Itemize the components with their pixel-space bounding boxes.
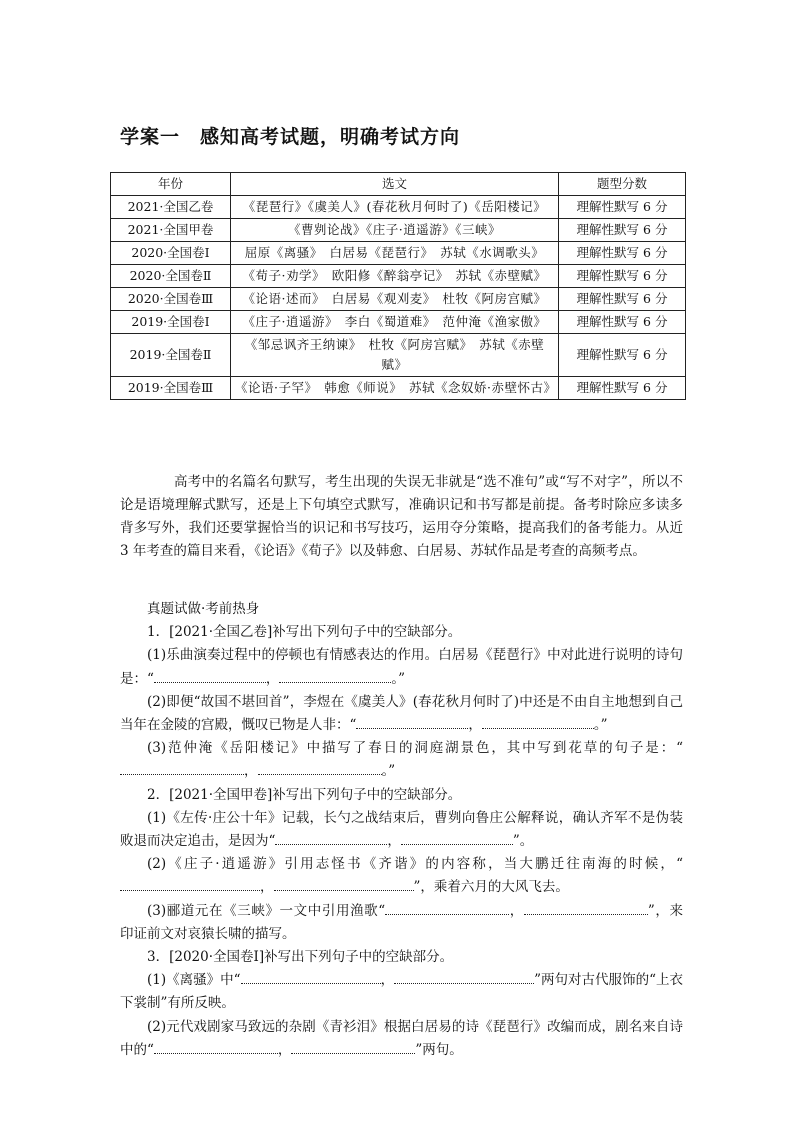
item-text: (3)范仲淹《岳阳楼记》中描写了春日的洞庭湖景色，其中写到花草的句子是：“ — [147, 740, 683, 757]
works-cell: 《荀子·劝学》 欧阳修《醉翁亭记》 苏轼《赤壁赋》 — [231, 265, 559, 288]
works-cell: 《邹忌讽齐王纳谏》 杜牧《阿房宫赋》 苏轼《赤壁赋》 — [231, 334, 559, 377]
item-text: (2)即便“故国不堪回首”，李煜在《虞美人》(春花秋月何时了)中还是不由自主地想到自己当年在金陵的宫殿，慨叹已物是人非：“ — [120, 693, 683, 734]
type-cell: 理解性默写 6 分 — [559, 334, 686, 377]
answer-blank[interactable] — [154, 1040, 278, 1054]
item-sep: ， — [260, 879, 274, 896]
answer-blank[interactable] — [291, 1040, 415, 1054]
answer-blank[interactable] — [356, 715, 468, 729]
works-cell: 《庄子·逍遥游》 李白《蜀道难》 范仲淹《渔家傲》 — [231, 311, 559, 334]
question-item — [120, 691, 683, 737]
item-text: (2)元代戏剧家马致远的杂剧《青衫泪》根据白居易的诗《琵琶行》改编而成，剧名来自诗中的“ — [120, 1018, 683, 1058]
answer-blank[interactable] — [258, 761, 382, 775]
year-cell: 2019·全国卷Ⅲ — [111, 377, 231, 400]
table-row — [111, 334, 686, 377]
year-cell: 2020·全国卷Ⅱ — [111, 265, 231, 288]
table-row — [111, 242, 686, 265]
works-cell: 《论语·子罕》 韩愈《师说》 苏轼《念奴娇·赤壁怀古》 — [231, 377, 559, 400]
section-title: 真题试做·考前热身 — [147, 601, 260, 617]
table-row — [111, 265, 686, 288]
question-item — [120, 969, 683, 1015]
question-item — [120, 807, 683, 853]
type-cell: 理解性默写 6 分 — [559, 265, 686, 288]
year-cell: 2019·全国卷Ⅱ — [111, 334, 231, 377]
type-cell: 理解性默写 6 分 — [559, 242, 686, 265]
type-cell: 理解性默写 6 分 — [559, 377, 686, 400]
item-end: ”。 — [512, 833, 534, 850]
type-cell: 理解性默写 6 分 — [559, 219, 686, 242]
item-text: (2)《庄子·逍遥游》引用志怪书《齐谐》的内容称，当大鹏迁往南海的时候，“ — [147, 856, 683, 873]
item-end: ”，来印证前文对哀猿长啸的描写。 — [120, 902, 684, 942]
answer-blank[interactable] — [241, 970, 381, 984]
question-title: 3．[2020·全国卷Ⅰ]补写出下列句子中的空缺部分。 — [147, 949, 454, 966]
item-sep: ， — [509, 902, 524, 919]
works-cell: 屈原《离骚》 白居易《琵琶行》 苏轼《水调歌头》 — [231, 242, 559, 265]
table-row — [111, 377, 686, 400]
table-row — [111, 196, 686, 219]
type-cell: 理解性默写 6 分 — [559, 288, 686, 311]
answer-blank[interactable] — [154, 669, 266, 683]
item-end: 。” — [381, 763, 396, 780]
item-end: ”两句。 — [415, 1041, 463, 1058]
works-cell: 《论语·述而》 白居易《观刈麦》 杜牧《阿房宫赋》 — [231, 288, 559, 311]
answer-blank[interactable] — [401, 831, 513, 845]
item-sep: ， — [380, 972, 395, 989]
question-item — [120, 900, 683, 946]
item-end: ”，乘着六月的大风飞去。 — [413, 879, 569, 896]
works-cell: 《琵琶行》《虞美人》(春花秋月何时了)《岳阳楼记》 — [231, 196, 559, 219]
intro-paragraph: 高考中的名篇名句默写，考生出现的失误无非就是“选不准句”或“写不对字”，所以不论是语境理解式默写，还是上下句填空式默写，准确识记和书写都是前提。备考时除应多读多背多写外，我们还要掌握恰当的识记和书写技巧，运用夺分策略，提高我们的备考能力。从近 3 年考查的篇目来看，《论语》《荀子》以及韩愈、白居易、苏轼作品是考查的高频考点。 — [120, 474, 683, 559]
year-cell: 2019·全国卷Ⅰ — [111, 311, 231, 334]
item-sep: ， — [265, 670, 280, 687]
item-sep: ， — [244, 763, 258, 780]
type-cell: 理解性默写 6 分 — [559, 196, 686, 219]
table-row — [111, 219, 686, 242]
question-item — [120, 853, 683, 899]
table-row — [111, 288, 686, 311]
year-cell: 2021·全国乙卷 — [111, 196, 231, 219]
answer-blank[interactable] — [279, 669, 391, 683]
year-cell: 2020·全国卷Ⅲ — [111, 288, 231, 311]
page-title: 学案一 感知高考试题，明确考试方向 — [120, 126, 461, 148]
item-end: 。” — [593, 717, 608, 734]
item-text: (1)乐曲演奏过程中的停顿也有情感表达的作用。白居易《琵琶行》中对此进行说明的诗句是：“ — [120, 647, 683, 687]
answer-blank[interactable] — [385, 901, 509, 915]
header-year: 年份 — [111, 173, 231, 196]
question-title: 2．[2021·全国甲卷]补写出下列句子中的空缺部分。 — [147, 786, 462, 803]
answer-blank[interactable] — [120, 877, 260, 891]
answer-blank[interactable] — [275, 831, 387, 845]
question-item — [120, 644, 683, 690]
answer-blank[interactable] — [394, 970, 534, 984]
exam-table — [110, 172, 686, 400]
question-item — [120, 1016, 683, 1062]
item-sep: ， — [468, 717, 482, 734]
header-type: 题型分数 — [559, 173, 686, 196]
header-works: 选文 — [231, 173, 559, 196]
item-text: (1)《离骚》中“ — [147, 972, 241, 989]
works-cell: 《曹刿论战》《庄子·逍遥游》《三峡》 — [231, 219, 559, 242]
answer-blank[interactable] — [274, 877, 414, 891]
type-cell: 理解性默写 6 分 — [559, 311, 686, 334]
item-sep: ， — [277, 1041, 292, 1058]
year-cell: 2020·全国卷Ⅰ — [111, 242, 231, 265]
exercise-section — [120, 598, 683, 1062]
item-end: ”两句对古代服饰的“上衣下裳制”有所反映。 — [120, 972, 684, 1012]
answer-blank[interactable] — [482, 715, 594, 729]
item-text: (3)郦道元在《三峡》一文中引用渔歌“ — [147, 902, 386, 919]
answer-blank[interactable] — [524, 901, 648, 915]
item-sep: ， — [387, 833, 401, 850]
table-row — [111, 311, 686, 334]
table-header-row — [111, 173, 686, 196]
answer-blank[interactable] — [120, 761, 244, 775]
question-title: 1．[2021·全国乙卷]补写出下列句子中的空缺部分。 — [147, 624, 462, 641]
item-text: (1)《左传·庄公十年》记载，长勺之战结束后，曹刿向鲁庄公解释说，确认齐军不是伪装败退而决定追击，是因为“ — [120, 809, 683, 850]
year-cell: 2021·全国甲卷 — [111, 219, 231, 242]
question-item — [120, 737, 683, 783]
item-end: 。” — [391, 670, 406, 687]
